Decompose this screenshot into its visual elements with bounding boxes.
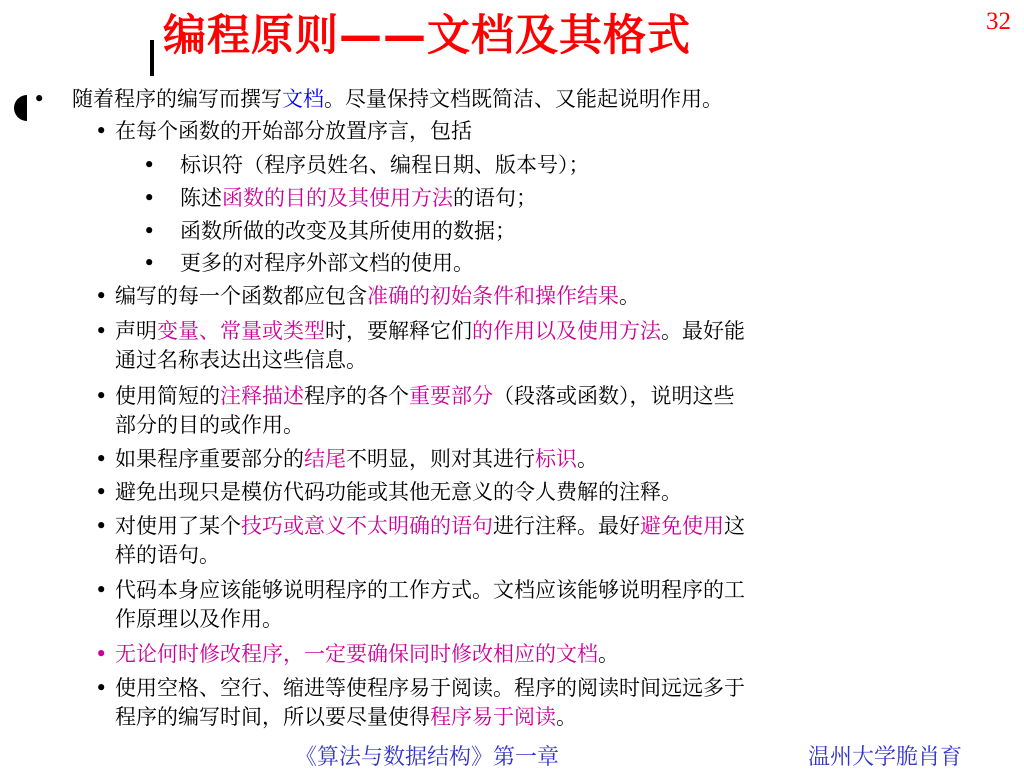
item-continuation: 作原理以及作用。 xyxy=(115,607,283,631)
item-highlight: 函数的目的及其使用方法 xyxy=(222,186,453,210)
list-item xyxy=(115,446,598,473)
list-item xyxy=(115,577,745,604)
list-item xyxy=(180,218,516,245)
item-text: 程序的编写时间，所以要尽量使得 xyxy=(115,705,430,729)
item-highlight: 准确的初始条件和操作结果 xyxy=(367,284,619,308)
list-item xyxy=(115,318,745,345)
item-text: 代码本身应该能够说明程序的工作方式。文档应该能够说明程序的工 xyxy=(115,578,745,602)
item-text: 。 xyxy=(577,447,598,471)
list-item xyxy=(180,152,590,179)
bullet-icon: • xyxy=(143,251,156,275)
item-text: 更多的对程序外部文档的使用。 xyxy=(180,251,474,275)
item-text: 。 xyxy=(556,705,577,729)
item-text: 编写的每一个函数都应包含 xyxy=(115,284,367,308)
item-text: （段落或函数），说明这些 xyxy=(493,384,735,408)
item-highlight: 结尾 xyxy=(304,447,346,471)
item-highlight: 标识 xyxy=(535,447,577,471)
item-highlight: 重要部分 xyxy=(409,384,493,408)
item-text: 声明 xyxy=(115,319,157,343)
footer-author: 温州大学脆肖育 xyxy=(808,745,963,770)
bullet-icon: • xyxy=(95,284,108,308)
item-text: 的语句； xyxy=(453,186,537,210)
bullet-icon: • xyxy=(95,578,108,602)
item-text: 使用简短的 xyxy=(115,384,220,408)
list-item xyxy=(115,641,619,668)
item-text: 如果程序重要部分的 xyxy=(115,447,304,471)
item-text: 标识符（程序员姓名、编程日期、版本号）； xyxy=(180,153,590,177)
half-circle-icon xyxy=(14,95,27,121)
list-item xyxy=(115,675,745,702)
list-item xyxy=(72,86,723,113)
bullet-icon: • xyxy=(95,447,108,471)
bullet-icon: • xyxy=(95,676,108,700)
item-text: 函数所做的改变及其所使用的数据； xyxy=(180,219,516,243)
item-text: 使用空格、空行、缩进等使程序易于阅读。程序的阅读时间远远多于 xyxy=(115,676,745,700)
list-item xyxy=(115,383,735,410)
bullet-icon: • xyxy=(95,514,108,538)
item-text: 。 xyxy=(619,284,640,308)
bullet-icon: • xyxy=(95,480,108,504)
bullet-icon: • xyxy=(95,384,108,408)
list-item xyxy=(115,513,745,540)
bullet-icon: • xyxy=(143,219,156,243)
list-item xyxy=(115,283,640,310)
bullet-icon: • xyxy=(95,319,108,343)
item-highlight: 无论何时修改程序，一定要确保同时修改相应的文档 xyxy=(115,642,598,666)
item-text: 陈述 xyxy=(180,186,222,210)
list-item xyxy=(115,118,472,145)
item-highlight: 的作用以及使用方法 xyxy=(472,319,661,343)
item-text: 随着程序的编写而撰写 xyxy=(72,87,282,111)
item-text: 时，要解释它们 xyxy=(325,319,472,343)
item-highlight: 技巧或意义不太明确的语句 xyxy=(241,514,493,538)
item-continuation: 部分的目的或作用。 xyxy=(115,413,304,437)
item-text: 。最好能 xyxy=(661,319,745,343)
page-number: 32 xyxy=(986,8,1011,35)
list-item xyxy=(115,479,682,506)
title-cursor-mark xyxy=(150,40,154,76)
item-highlight: 文档 xyxy=(282,87,324,111)
item-text: 不明显，则对其进行 xyxy=(346,447,535,471)
item-text: 。尽量保持文档既简洁、又能起说明作用。 xyxy=(324,87,723,111)
bullet-icon: • xyxy=(33,87,46,111)
item-text: 。 xyxy=(598,642,619,666)
item-text: 这 xyxy=(724,514,745,538)
bullet-icon: • xyxy=(95,642,108,666)
item-text: 进行注释。最好 xyxy=(493,514,640,538)
list-item xyxy=(180,250,474,277)
footer-course-title: 《算法与数据结构》第一章 xyxy=(295,745,560,770)
bullet-icon: • xyxy=(143,186,156,210)
item-text: 对使用了某个 xyxy=(115,514,241,538)
item-highlight: 注释描述 xyxy=(220,384,304,408)
item-text: 在每个函数的开始部分放置序言，包括 xyxy=(115,119,472,143)
item-highlight: 程序易于阅读 xyxy=(430,705,556,729)
slide-title: 编程原则——文档及其格式 xyxy=(163,11,691,61)
item-continuation xyxy=(115,704,577,731)
bullet-icon: • xyxy=(95,119,108,143)
item-text: 避免出现只是模仿代码功能或其他无意义的令人费解的注释。 xyxy=(115,480,682,504)
list-item xyxy=(180,185,537,212)
item-text: 程序的各个 xyxy=(304,384,409,408)
item-highlight: 避免使用 xyxy=(640,514,724,538)
bullet-icon: • xyxy=(143,153,156,177)
item-continuation: 样的语句。 xyxy=(115,543,220,567)
item-highlight: 变量、常量或类型 xyxy=(157,319,325,343)
item-continuation: 通过名称表达出这些信息。 xyxy=(115,348,367,372)
